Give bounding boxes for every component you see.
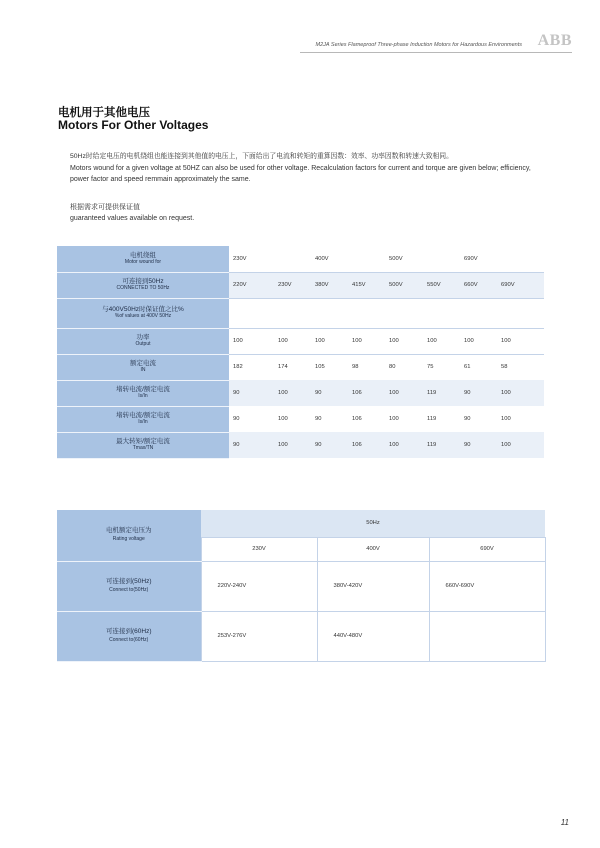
voltage-header: 230V bbox=[201, 537, 317, 561]
table-row bbox=[57, 354, 544, 380]
note-en: guaranteed values available on request. bbox=[70, 215, 195, 222]
table-cell: 100 bbox=[274, 406, 311, 432]
table-cell: 380V-420V bbox=[317, 561, 429, 611]
table-cell: 100 bbox=[274, 380, 311, 406]
table-cell: 440V-480V bbox=[317, 611, 429, 661]
table-cell: 90 bbox=[460, 406, 497, 432]
frequency-header: 50Hz bbox=[201, 510, 545, 537]
row-header: 最大转矩/额定电流 Tmax/TN bbox=[57, 432, 229, 458]
table-cell: 100 bbox=[497, 406, 544, 432]
table-cell: 58 bbox=[497, 354, 544, 380]
table-cell: 106 bbox=[348, 432, 385, 458]
table-cell: 174 bbox=[274, 354, 311, 380]
intro-cn: 50Hz时给定电压的电机绕组也能连接到其他值的电压上，下面给出了电流和转矩的重算因数：效率、功率因数和转速大致相同。 bbox=[70, 153, 453, 160]
rating-voltage-header: 电机额定电压为 Rating voltage bbox=[57, 510, 201, 561]
table-cell: 660V-690V bbox=[429, 561, 545, 611]
table-cell: 100 bbox=[274, 328, 311, 354]
row-header: 堵转电流/额定电流 Is/In bbox=[57, 380, 229, 406]
page-title-cn: 电机用于其他电压 bbox=[58, 107, 150, 119]
table-cell: 100 bbox=[460, 328, 497, 354]
table-row bbox=[57, 561, 545, 611]
header-rule bbox=[300, 52, 572, 53]
table-cell: 90 bbox=[460, 432, 497, 458]
table-cell: 119 bbox=[423, 406, 460, 432]
table-cell: 415V bbox=[348, 272, 385, 298]
table-cell: 690V bbox=[497, 272, 544, 298]
table-cell: 220V bbox=[229, 272, 274, 298]
table-row bbox=[57, 298, 544, 328]
table-cell: 690V bbox=[460, 246, 544, 272]
rating-voltage-table bbox=[57, 510, 546, 662]
row-header: 可连接到(60Hz) Connect to(60Hz) bbox=[57, 611, 201, 661]
table-cell: 100 bbox=[385, 406, 423, 432]
page-title-en: Motors For Other Voltages bbox=[58, 118, 209, 132]
table-cell: 106 bbox=[348, 406, 385, 432]
table-cell: 100 bbox=[497, 380, 544, 406]
table-row bbox=[57, 611, 545, 661]
table-row bbox=[57, 406, 544, 432]
table-cell: 500V bbox=[385, 246, 460, 272]
voltage-header: 400V bbox=[317, 537, 429, 561]
table-cell: 100 bbox=[497, 328, 544, 354]
table-cell: 80 bbox=[385, 354, 423, 380]
voltage-header: 690V bbox=[429, 537, 545, 561]
table-cell: 119 bbox=[423, 432, 460, 458]
table-cell: 550V bbox=[423, 272, 460, 298]
note-cn: 根据需求可提供保证值 bbox=[70, 204, 140, 211]
table-cell: 100 bbox=[348, 328, 385, 354]
row-header: 堵转电流/额定电流 Is/In bbox=[57, 406, 229, 432]
table-cell: 100 bbox=[423, 328, 460, 354]
table-cell: 105 bbox=[311, 354, 348, 380]
table-cell: 100 bbox=[385, 328, 423, 354]
table-cell bbox=[429, 611, 545, 661]
table-cell: 90 bbox=[229, 406, 274, 432]
table-cell: 253V-276V bbox=[201, 611, 317, 661]
row-header: 与400V50Hz时保证值之比% %of values at 400V 50Hz bbox=[57, 298, 229, 328]
intro-en: Motors wound for a given voltage at 50HZ can also be used for other voltage. Recalculation factors for current and torque are given below; efficiency, power factor and speed remmain approximately the same. bbox=[70, 165, 531, 183]
table-cell: 90 bbox=[311, 432, 348, 458]
table-cell: 400V bbox=[311, 246, 385, 272]
table-cell: 100 bbox=[229, 328, 274, 354]
table-cell: 230V bbox=[229, 246, 311, 272]
table-cell: 100 bbox=[274, 432, 311, 458]
table-cell: 220V-240V bbox=[201, 561, 317, 611]
table-cell: 100 bbox=[311, 328, 348, 354]
table-row bbox=[57, 510, 545, 537]
table-cell: 100 bbox=[497, 432, 544, 458]
row-header: 额定电流 IN bbox=[57, 354, 229, 380]
table-cell: 230V bbox=[274, 272, 311, 298]
row-header: 可连接到(50Hz) Connect to(50Hz) bbox=[57, 561, 201, 611]
table-cell: 90 bbox=[229, 432, 274, 458]
header-series-text: M2JA Series Flameproof Three-phase Induction Motors for Hazardous Environments bbox=[315, 42, 522, 48]
table-cell: 660V bbox=[460, 272, 497, 298]
table-cell: 182 bbox=[229, 354, 274, 380]
table-cell bbox=[229, 298, 544, 328]
table-cell: 98 bbox=[348, 354, 385, 380]
table-row bbox=[57, 380, 544, 406]
table-cell: 100 bbox=[385, 380, 423, 406]
row-header: 可连接到50Hz CONNECTED TO 50Hz bbox=[57, 272, 229, 298]
table-cell: 61 bbox=[460, 354, 497, 380]
table-cell: 90 bbox=[460, 380, 497, 406]
table-row bbox=[57, 246, 544, 272]
page-number: 11 bbox=[560, 818, 569, 827]
table-row bbox=[57, 272, 544, 298]
table-row bbox=[57, 328, 544, 354]
table-cell: 100 bbox=[385, 432, 423, 458]
table-cell: 106 bbox=[348, 380, 385, 406]
table-cell: 90 bbox=[229, 380, 274, 406]
table-cell: 119 bbox=[423, 380, 460, 406]
table-row bbox=[57, 432, 544, 458]
table-cell: 90 bbox=[311, 380, 348, 406]
table-cell: 90 bbox=[311, 406, 348, 432]
row-header: 电机绕组 Motor wound for bbox=[57, 246, 229, 272]
table-cell: 380V bbox=[311, 272, 348, 298]
recalculation-factors-table bbox=[57, 246, 544, 459]
table-cell: 500V bbox=[385, 272, 423, 298]
table-cell: 75 bbox=[423, 354, 460, 380]
row-header: 功率 Output bbox=[57, 328, 229, 354]
abb-logo: ABB bbox=[537, 32, 572, 49]
